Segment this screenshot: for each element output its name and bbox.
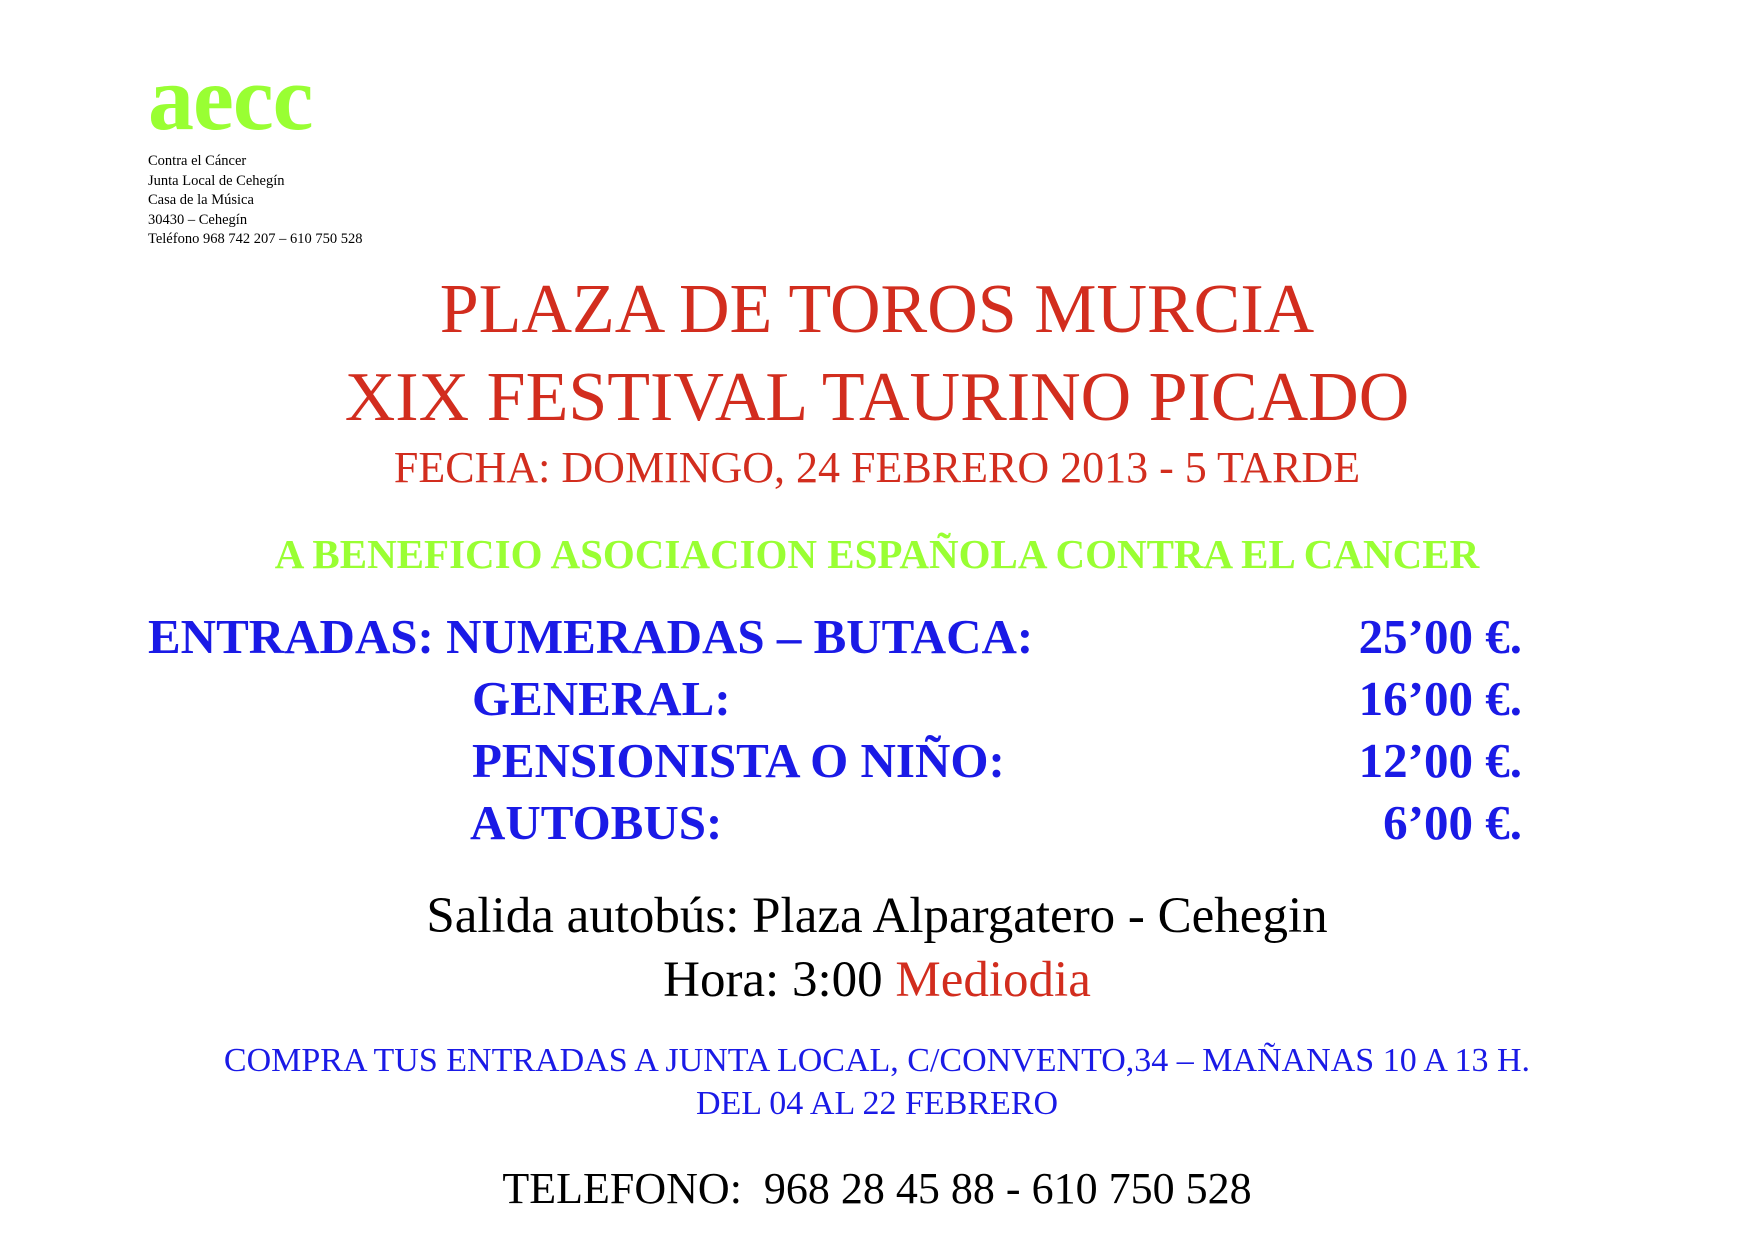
aecc-logo: aecc bbox=[148, 47, 313, 149]
price-value: 6’00 €. bbox=[1383, 795, 1522, 850]
price-label: PENSIONISTA O NIÑO: bbox=[472, 733, 1005, 788]
price-value: 25’00 €. bbox=[1358, 609, 1522, 664]
benefit-line: A BENEFICIO ASOCIACION ESPAÑOLA CONTRA EL CANCER bbox=[274, 531, 1480, 577]
address-line: Contra el Cáncer bbox=[148, 153, 247, 169]
event-date: FECHA: DOMINGO, 24 FEBRERO 2013 - 5 TARDE bbox=[393, 443, 1361, 492]
title-venue: PLAZA DE TOROS MURCIA bbox=[439, 271, 1315, 348]
purchase-dates: DEL 04 AL 22 FEBRERO bbox=[695, 1085, 1059, 1122]
purchase-info: COMPRA TUS ENTRADAS A JUNTA LOCAL, C/CONVENTO,34 – MAÑANAS 10 A 13 H. bbox=[223, 1042, 1531, 1079]
title-festival: XIX FESTIVAL TAURINO PICADO bbox=[344, 359, 1410, 436]
price-value: 16’00 €. bbox=[1358, 671, 1522, 726]
bus-time bbox=[0, 952, 1754, 1008]
address-line: Junta Local de Cehegín bbox=[148, 172, 285, 189]
address-line: 30430 – Cehegín bbox=[148, 211, 248, 228]
address-line: Teléfono 968 742 207 – 610 750 528 bbox=[148, 231, 363, 247]
price-value: 12’00 €. bbox=[1358, 733, 1522, 788]
price-label: GENERAL: bbox=[472, 671, 731, 726]
address-line: Casa de la Música bbox=[148, 192, 254, 208]
price-label: ENTRADAS: NUMERADAS – BUTACA: bbox=[148, 609, 1034, 664]
address-block bbox=[148, 152, 362, 250]
bus-departure: Salida autobús: Plaza Alpargatero - Cehegin bbox=[426, 888, 1328, 944]
bus-time-highlight: Mediodia bbox=[895, 952, 1091, 1008]
contact-phone: TELEFONO: 968 28 45 88 - 610 750 528 bbox=[502, 1164, 1252, 1213]
bus-time-label: Hora: 3:00 bbox=[663, 952, 896, 1008]
price-label: AUTOBUS: bbox=[470, 795, 723, 850]
